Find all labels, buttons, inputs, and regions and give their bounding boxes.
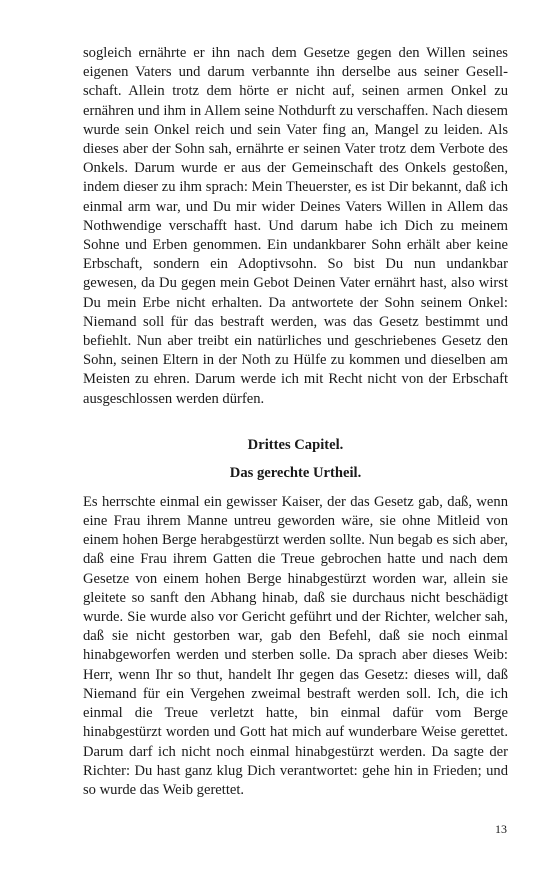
page-number: 13	[495, 822, 507, 836]
text-block-1: sogleich ernährte er ihn nach dem Gesetze gegen den Willen seines eigenen Vaters und darum verbannte ihn derselbe aus seiner Gesellschaft. Allein trotz dem hörte er nicht auf, seinen armen Onkel zu ernähren und ihm in Allem seine Nothdurft zu verschaffen. Nach diesem wurde sein Onkel reich und sein Vater fing an, Mangel zu leiden. Als dieses aber der Sohn sah, ernährte er seinen Vater trotz dem Verbote des Onkels. Darum wurde er aus der Gemeinschaft des Onkels gestoßen, indem dieser zu ihm sprach: Mein Theuerster, es ist Dir bekannt, daß ich einmal arm war, und Du mir wider Deines Vaters Willen in Allem das Nothwendige verschafft hast. Und darum habe ich Dich zu meinem Sohne und Erben genommen. Ein undankbarer Sohn erhält aber keine Erbschaft, sondern ein Adoptivsohn. So bist Du nun undankbar gewesen, da Du gegen mein Gebot Deinen Vater ernährt hast, also wirst Du mein Erbe nicht erhalten. Da antwortete der Sohn seinem Onkel: Niemand soll für das bestraft werden, was das Gesetz bestimmt und befiehlt. Nun aber treibt ein natürliches und geschriebenes Gesetz den Sohn, seinen Eltern in der Noth zu Hülfe zu kommen und dieselben am Meisten zu ehren. Darum werde ich mit Recht nicht von der Erbschaft ausgeschlossen werden dürfen.	[83, 45, 508, 407]
text-block-2: Es herrschte einmal ein gewisser Kaiser, der das Gesetz gab, daß, wenn eine Frau ihrem Manne untreu geworden wäre, sie ohne Mitleid von einem hohen Berge herabgestürzt werden sollte. Nun begab es sich aber, daß eine Frau ihrem Gatten die Treue gebrochen hatte und nach dem Gesetze von einem hohen Berge hinabgestürzt worden war, allein sie gleitete so sanft den Abhang hinab, daß sie durchaus nicht beschädigt wurde. Sie wurde also vor Gericht geführt und der Richter, welcher sah, daß sie nicht gestorben war, gab den Befehl, daß sie noch einmal hinabgeworfen werden und sterben solle. Da sprach aber dieses Weib: Herr, wenn Ihr so thut, handelt Ihr gegen das Gesetz: dieses will, daß Niemand für ein Vergehen zweimal bestraft werden soll. Ich, die ich einmal die Treue verletzt hatte, bin einmal dafür vom Berge hinabgestürzt worden und Gott hat mich auf wunderbare Weise gerettet. Darum darf ich nicht noch einmal hinabgestürzt werden. Da sagte der Richter: Du hast ganz klug Dich verantwortet: gehe hin in Frieden; und so wurde das Weib gerettet.	[83, 493, 508, 798]
page-body	[83, 44, 508, 800]
chapter-title: Das gerechte Urtheil.	[229, 464, 362, 481]
chapter-heading: Drittes Capitel.	[247, 436, 344, 453]
